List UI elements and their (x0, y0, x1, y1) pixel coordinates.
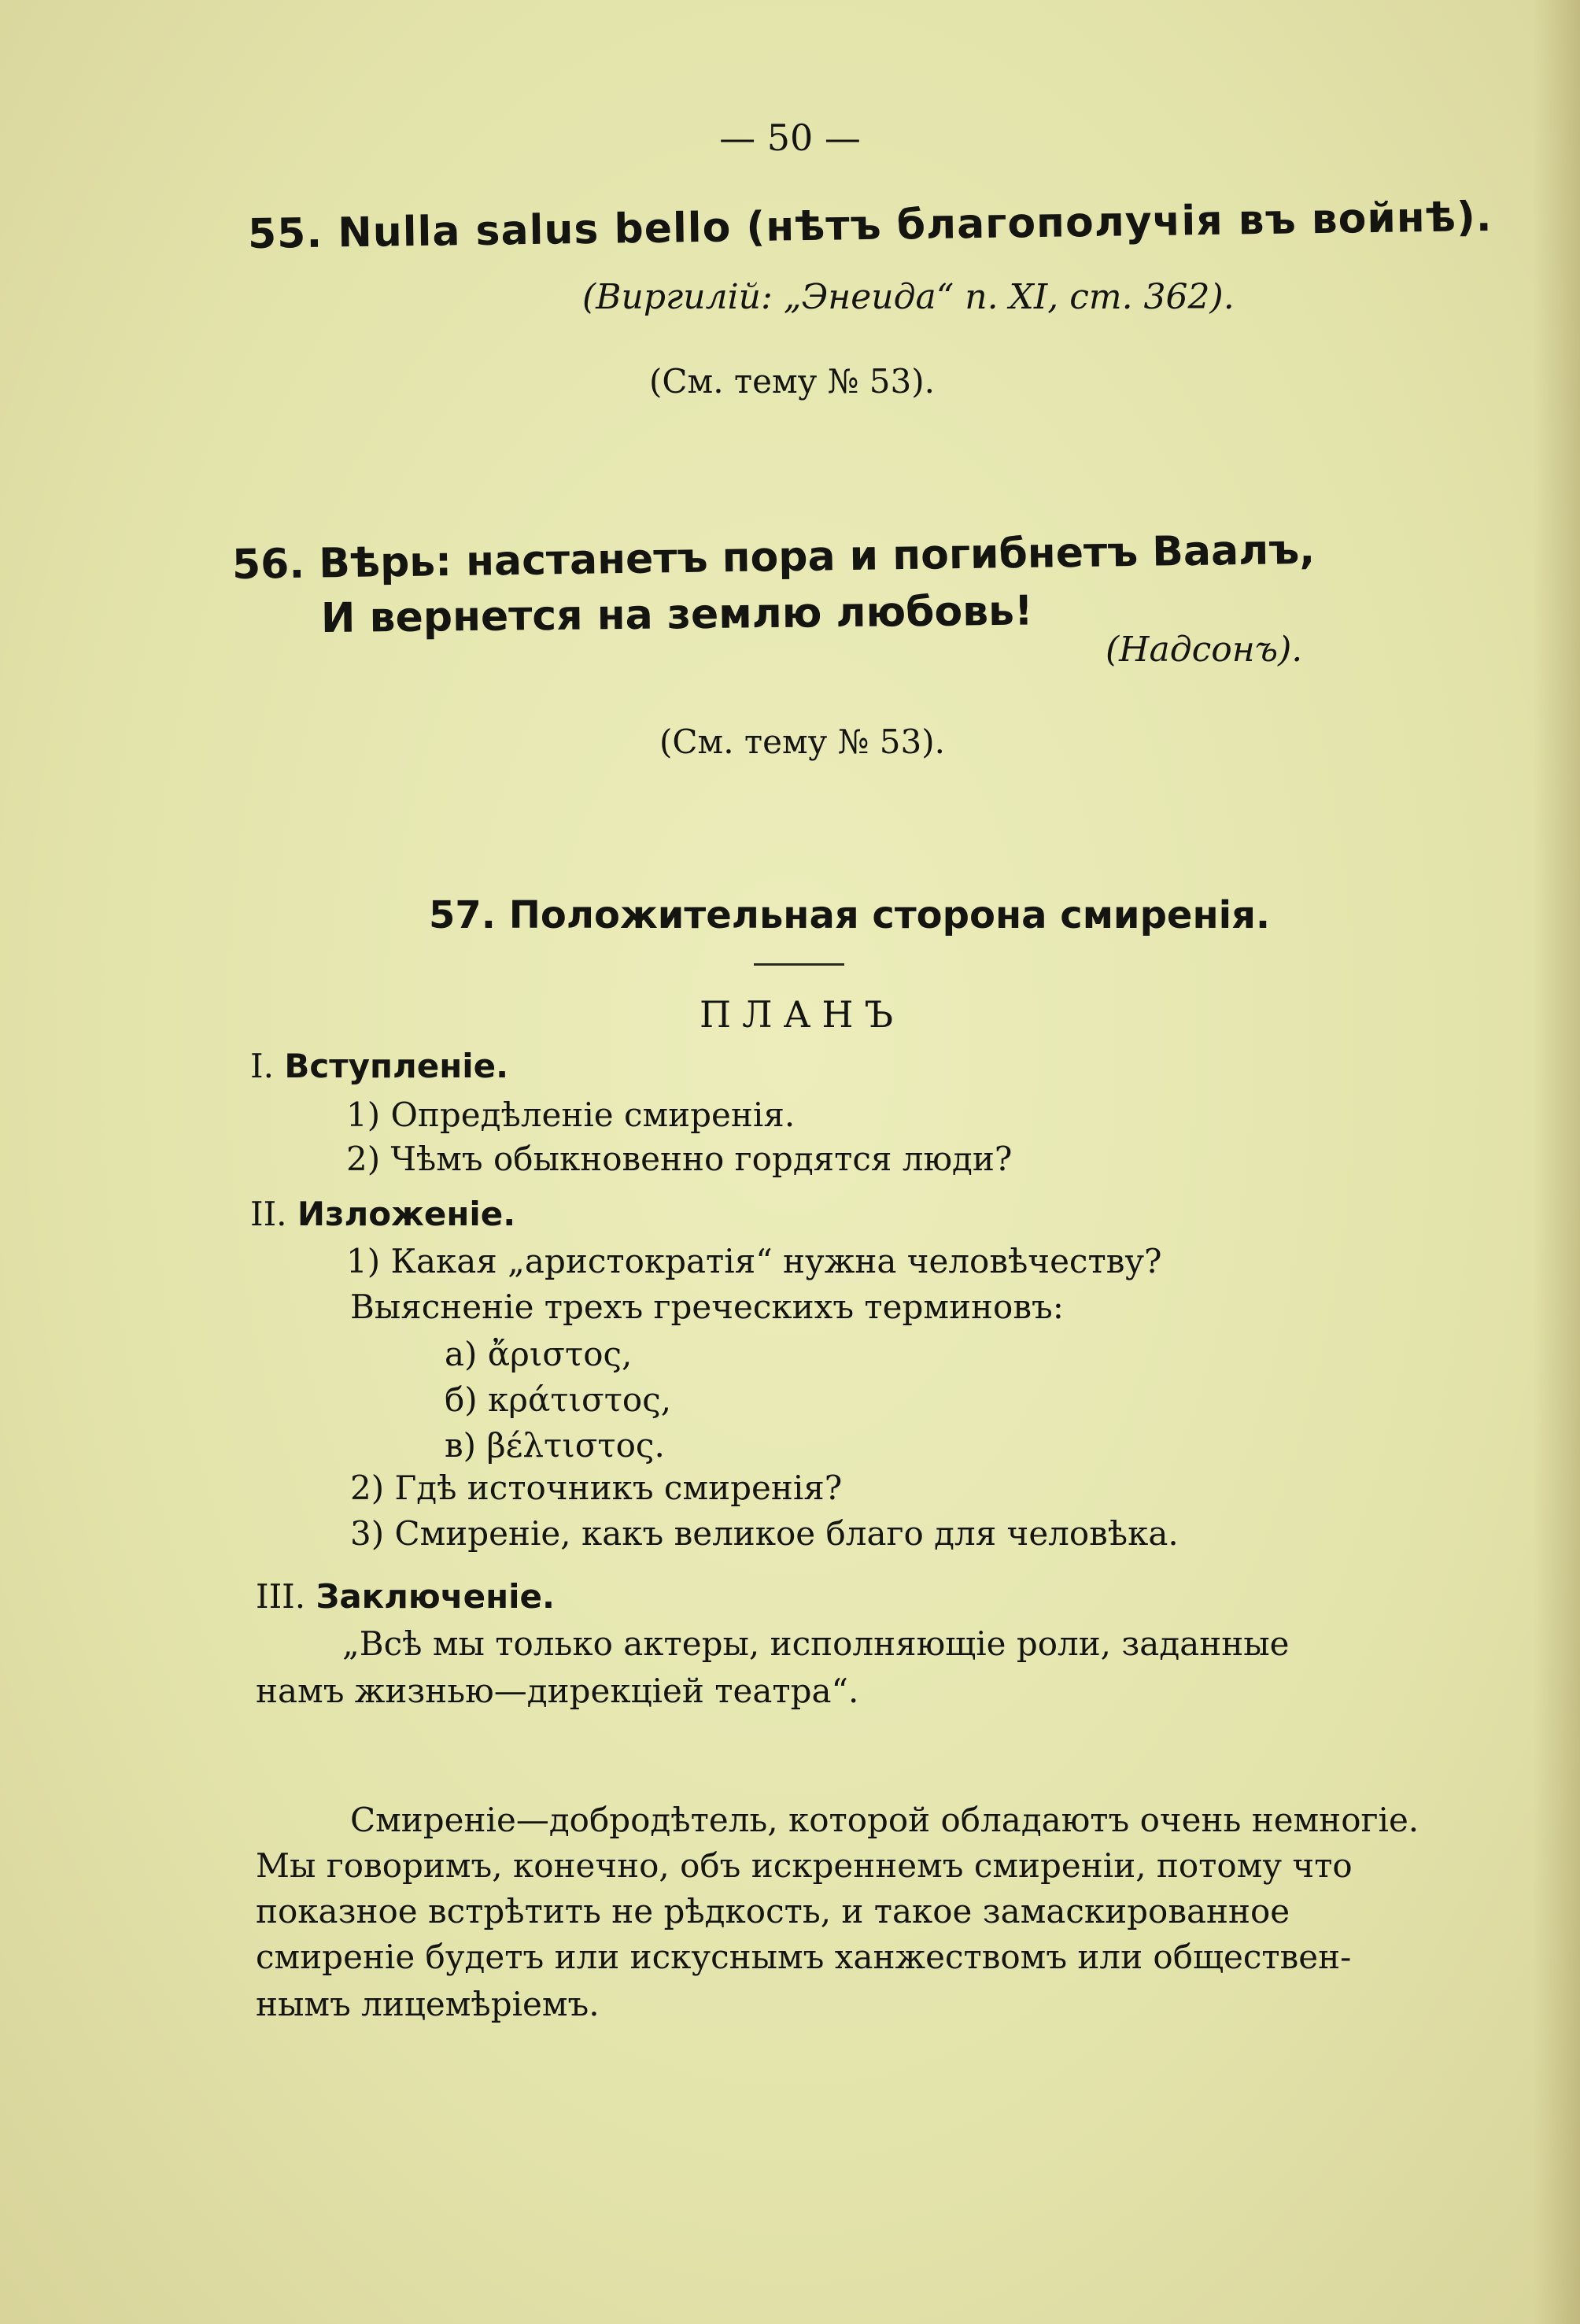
topic-55-see-reference: (См. тему № 53). (649, 362, 935, 401)
topic-56-source: (Надсонъ). (1106, 630, 1303, 670)
section-2-greek-term-c: в) βέλτιστος. (445, 1426, 665, 1465)
section-2-greek-term-a: а) ἄριστος, (445, 1335, 633, 1373)
topic-56-heading-line1: 56. Вѣрь: настанетъ пора и погибнетъ Ваалъ, (231, 526, 1316, 589)
section-2-item-3: 3) Смиреніе, какъ великое благо для человѣка. (350, 1514, 1179, 1553)
section-3-heading (256, 1577, 555, 1616)
page-number: — 50 — (719, 116, 861, 159)
section-1-heading (250, 1047, 508, 1085)
section-3-quote-line2: намъ жизнью—дирекціей театра“. (256, 1672, 859, 1710)
section-2-title: Изложеніе. (297, 1195, 516, 1233)
paragraph-line-3: показное встрѣтить не рѣдкость, и такое замаскированное (256, 1892, 1290, 1931)
section-3-title: Заключеніе. (316, 1577, 555, 1616)
topic-56-see-reference: (См. тему № 53). (659, 722, 945, 761)
paragraph-line-4: смиреніе будетъ или искуснымъ ханжествомъ или обществен- (256, 1938, 1352, 1976)
section-1-item-1: 1) Опредѣленіе смиренія. (346, 1095, 796, 1134)
page-edge-shadow (1533, 0, 1580, 2324)
paragraph-line-5: нымъ лицемѣріемъ. (256, 1985, 600, 2023)
section-1-item-2: 2) Чѣмъ обыкновенно гордятся люди? (346, 1140, 1013, 1178)
topic-57-heading: 57. Положительная сторона смиренія. (429, 893, 1271, 937)
section-2-item-1: 1) Какая „аристократія“ нужна человѣчеству? (346, 1242, 1162, 1280)
section-2-greek-term-b: б) κράτιστος, (445, 1380, 672, 1419)
topic-55-heading: 55. Nulla salus bello (нѣтъ благополучія въ войнѣ). (247, 193, 1493, 258)
section-1-title: Вступленіе. (284, 1047, 509, 1085)
topic-55-source: (Виргилій: „Энеида“ п. XI, ст. 362). (582, 277, 1235, 317)
section-3-quote-line1: „Всѣ мы только актеры, исполняющіе роли, заданные (342, 1624, 1290, 1663)
divider-rule (754, 963, 844, 966)
topic-56-heading-line2: И вернется на землю любовь! (320, 587, 1033, 642)
section-2-heading (250, 1195, 515, 1233)
paragraph-line-1: Смиреніе—добродѣтель, которой обладаютъ очень немногіе. (350, 1801, 1419, 1839)
section-3-number: III. (256, 1577, 306, 1616)
section-1-number: I. (250, 1047, 274, 1085)
section-2-greek-terms-intro: Выясненіе трехъ греческихъ терминовъ: (350, 1288, 1064, 1326)
paragraph-line-2: Мы говоримъ, конечно, объ искреннемъ смиреніи, потому что (256, 1846, 1353, 1885)
section-2-item-2: 2) Гдѣ источникъ смиренія? (350, 1469, 843, 1507)
plan-title: ПЛАНЪ (700, 993, 904, 1036)
section-2-number: II. (250, 1195, 287, 1233)
